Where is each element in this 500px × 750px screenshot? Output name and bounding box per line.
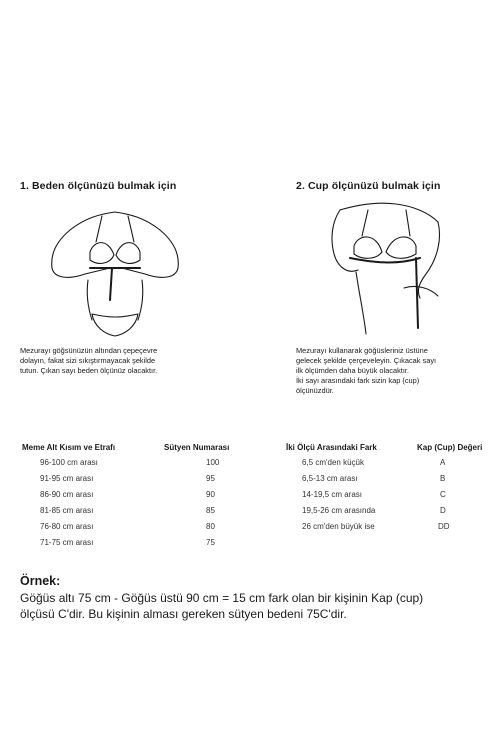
table2-cell-difference: 6,5 cm'den küçük <box>302 458 365 467</box>
section2-description <box>296 346 496 396</box>
section2-desc-line: ilk ölçümden daha büyük olacaktır. <box>296 366 409 375</box>
table1-header-measurement: Meme Alt Kısım ve Etrafı <box>22 443 116 452</box>
table1-cell-size: 75 <box>206 538 215 547</box>
table2-cell-cup: B <box>440 474 446 483</box>
section2-desc-line: gelecek şekilde çerçeveleyin. Çıkacak sayı <box>296 356 437 365</box>
table1-cell-range: 76-80 cm arası <box>40 522 94 531</box>
table1-cell-size: 90 <box>206 490 215 499</box>
section2-desc-line: İki sayı arasındaki fark sizin kap (cup) <box>296 376 420 385</box>
section1-desc-line: Mezurayı göğsünüzün altından çepeçevre <box>20 346 158 355</box>
table1-header-size: Sütyen Numarası <box>164 443 230 452</box>
section1-desc-line: dolayın, fakat sizi sıkıştırmayacak şekilde <box>20 356 156 365</box>
table2-cell-cup: C <box>440 490 446 499</box>
table1-cell-size: 100 <box>206 458 220 467</box>
section1-heading: 1. Beden ölçünüzü bulmak için <box>20 180 177 192</box>
example-line: Göğüs altı 75 cm - Göğüs üstü 90 cm = 15 cm fark olan bir kişinin Kap (cup) <box>20 591 424 605</box>
underbust-measure-illustration <box>40 200 190 345</box>
example-line: ölçüsü C'dir. Bu kişinin alması gereken sütyen bedeni 75C'dir. <box>20 607 347 621</box>
table1-cell-range: 91-95 cm arası <box>40 474 94 483</box>
table1-cell-size: 95 <box>206 474 215 483</box>
section2-heading: 2. Cup ölçünüzü bulmak için <box>296 180 441 192</box>
table2-header-difference: İki Ölçü Arasındaki Fark <box>286 443 377 452</box>
section2-desc-line: ölçünüzdür. <box>296 386 334 395</box>
table2-cell-cup: A <box>440 458 446 467</box>
table1-cell-range: 81-85 cm arası <box>40 506 94 515</box>
table2-cell-difference: 14-19,5 cm arası <box>302 490 363 499</box>
table2-header-cup: Kap (Cup) Değeri <box>417 443 483 452</box>
table1-cell-size: 80 <box>206 522 215 531</box>
section2-desc-line: Mezurayı kullanarak göğüsleriniz üstüne <box>296 346 428 355</box>
table2-cell-difference: 6,5-13 cm arası <box>302 474 358 483</box>
table1-cell-size: 85 <box>206 506 215 515</box>
section1-description <box>20 346 250 376</box>
table2-cell-cup: D <box>440 506 446 515</box>
bust-measure-illustration <box>320 198 450 343</box>
example-text <box>20 590 490 622</box>
table2-cell-difference: 19,5-26 cm arasında <box>302 506 376 515</box>
table1-cell-range: 96-100 cm arası <box>40 458 98 467</box>
table1-cell-range: 86-90 cm arası <box>40 490 94 499</box>
example-title: Örnek: <box>20 574 61 588</box>
section1-desc-line: tutun. Çıkan sayı beden ölçünüz olacaktır. <box>20 366 158 375</box>
table1-cell-range: 71-75 cm arası <box>40 538 94 547</box>
table2-cell-difference: 26 cm'den büyük ise <box>302 522 375 531</box>
table2-cell-cup: DD <box>438 522 450 531</box>
